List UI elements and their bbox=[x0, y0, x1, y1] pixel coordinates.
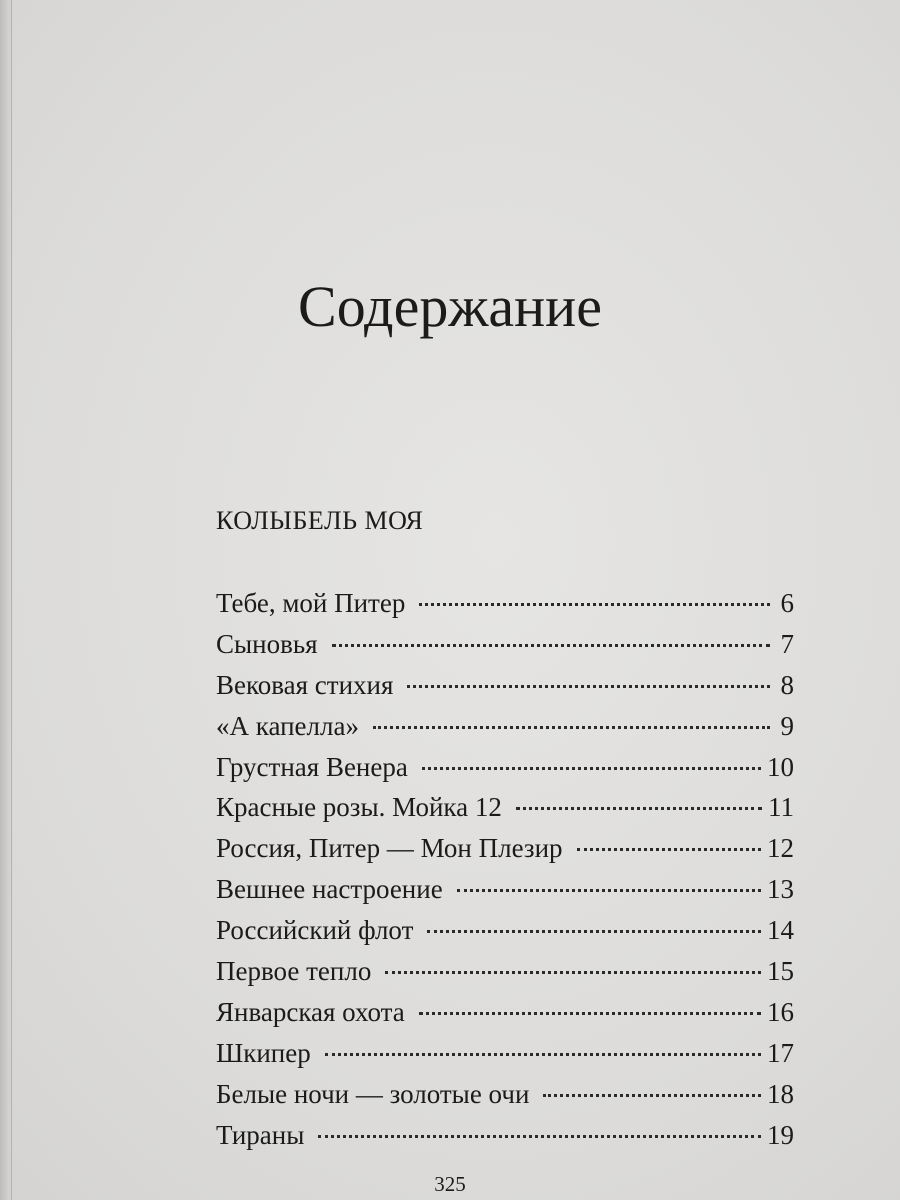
toc-entry-title: Россия, Питер — Мон Плезир bbox=[216, 833, 563, 864]
toc-entry bbox=[216, 992, 794, 1033]
dot-leader bbox=[422, 767, 761, 770]
section-heading: КОЛЫБЕЛЬ МОЯ bbox=[216, 506, 424, 535]
dot-leader bbox=[427, 930, 761, 933]
toc-entry bbox=[216, 869, 794, 910]
toc-entry bbox=[216, 828, 794, 869]
toc-entry bbox=[216, 910, 794, 951]
dot-leader bbox=[577, 848, 761, 851]
toc-entry-page: 7 bbox=[780, 628, 794, 659]
toc-entry-title: Красные розы. Мойка 12 bbox=[216, 792, 502, 823]
toc-entry bbox=[216, 787, 794, 828]
toc-entry bbox=[216, 1033, 794, 1074]
page-number: 325 bbox=[434, 1172, 466, 1196]
toc-entry bbox=[216, 706, 794, 747]
dot-leader bbox=[457, 889, 761, 892]
toc-entry-page: 10 bbox=[767, 751, 794, 782]
dot-leader bbox=[516, 807, 762, 810]
toc-entry-page: 19 bbox=[767, 1119, 794, 1150]
toc-entry-title: Белые ночи — золотые очи bbox=[216, 1078, 530, 1109]
toc-list bbox=[216, 583, 794, 1155]
dot-leader bbox=[419, 1012, 761, 1015]
toc-entry-page: 16 bbox=[767, 996, 794, 1027]
dot-leader bbox=[318, 1135, 761, 1138]
toc-entry-page: 15 bbox=[767, 956, 794, 987]
toc-entry bbox=[216, 583, 794, 624]
toc-entry-title: Шкипер bbox=[216, 1037, 311, 1068]
toc-entry bbox=[216, 1115, 794, 1156]
page-title: Содержание bbox=[298, 273, 602, 339]
dot-leader bbox=[373, 726, 770, 729]
toc-entry-page: 6 bbox=[780, 588, 794, 618]
toc-entry-title: Вешнее настроение bbox=[216, 874, 443, 905]
toc-entry bbox=[216, 747, 794, 788]
toc-entry-title: Сыновья bbox=[216, 628, 318, 659]
toc-entry bbox=[216, 624, 794, 665]
toc-entry-page: 8 bbox=[780, 669, 794, 700]
toc-entry-page: 13 bbox=[767, 874, 794, 905]
toc-entry-page: 9 bbox=[780, 710, 794, 741]
toc-entry-page: 11 bbox=[768, 792, 794, 823]
toc-entry-title: Российский флот bbox=[216, 915, 414, 946]
toc-entry-page: 12 bbox=[767, 833, 794, 864]
toc-entry-title: Первое тепло bbox=[216, 956, 372, 987]
dot-leader bbox=[407, 685, 770, 688]
toc-entry-title: Грустная Венера bbox=[216, 751, 408, 782]
toc-entry-title: «А капелла» bbox=[216, 710, 359, 741]
dot-leader bbox=[332, 644, 770, 647]
dot-leader bbox=[325, 1053, 761, 1056]
toc-entry-title: Вековая стихия bbox=[216, 669, 394, 700]
toc-entry bbox=[216, 1074, 794, 1115]
dot-leader bbox=[419, 603, 770, 606]
toc-entry-title: Тираны bbox=[216, 1119, 305, 1150]
toc-entry-page: 17 bbox=[767, 1037, 794, 1068]
dot-leader bbox=[385, 971, 761, 974]
toc-entry bbox=[216, 665, 794, 706]
page-edge-line bbox=[11, 0, 12, 1200]
toc-entry-page: 18 bbox=[767, 1078, 794, 1109]
toc-entry-page: 14 bbox=[767, 915, 794, 946]
toc-entry-title: Тебе, мой Питер bbox=[216, 588, 406, 618]
toc-entry bbox=[216, 951, 794, 992]
dot-leader bbox=[543, 1094, 761, 1097]
toc-entry-title: Январская охота bbox=[216, 996, 405, 1027]
